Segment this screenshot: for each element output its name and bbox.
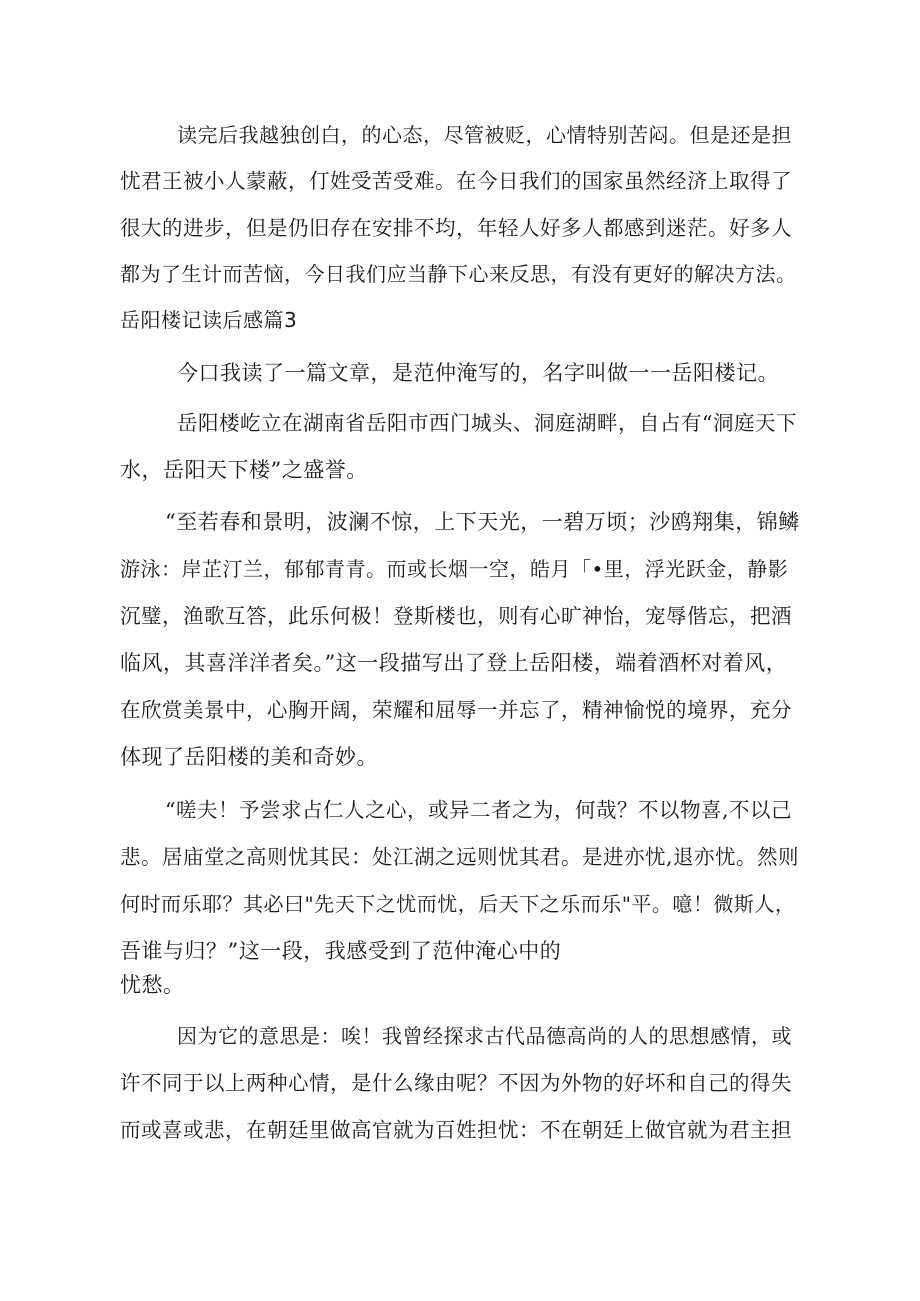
paragraph-5-line-3: 何时而乐耶？其必曰"先天下之忧而忧，后天下之乐而乐"平。噫！微斯人， xyxy=(120,892,796,916)
paragraph-1-line-1: 读完后我越独创白，的心态，尽管被贬，心情特别苦闷。但是还是担 xyxy=(177,123,792,147)
paragraph-4-line-2: 游泳：岸芷汀兰，郁郁青青。而或长烟一空，皓月「•里，浮光跃金，静影 xyxy=(120,557,789,581)
paragraph-6-line-3: 而或喜或悲，在朝廷里做高官就为百姓担忧：不在朝廷上做官就为君主担 xyxy=(120,1118,792,1142)
paragraph-4-line-5: 在欣赏美景中，心胸开阔，荣耀和屈辱一并忘了，精神愉悦的境界，充分 xyxy=(120,698,792,722)
paragraph-4-line-6: 体现了岳阳楼的美和奇妙。 xyxy=(120,745,378,769)
paragraph-6-line-2: 许不同于以上两种心情，是什么缘由呢？不因为外物的好坏和自己的得失 xyxy=(120,1071,792,1095)
paragraph-1-line-4: 都为了生计而苦恼，今日我们应当静下心来反思，有没有更好的解决方法。 xyxy=(120,262,797,286)
paragraph-5-line-2: 悲。居庙堂之高则忧其民：处江湖之远则忧其君。是进亦忧,退亦忧。然则 xyxy=(120,845,800,869)
paragraph-1-line-2: 忧君王被小人蒙蔽，仃姓受苦受难。在今日我们的国家虽然经济上取得了 xyxy=(120,169,792,193)
paragraph-6-line-1: 因为它的意思是：唉！我曾经探求古代品德高尚的人的思想感情，或 xyxy=(177,1024,792,1048)
paragraph-5-line-4: 吾谁与归？”这一段，我感受到了范仲淹心中的 xyxy=(120,939,562,963)
paragraph-1-line-3: 很大的进步，但是仍旧存在安排不均，年轻人好多人都感到迷茫。好多人 xyxy=(120,216,792,240)
paragraph-4-line-4: 临风，其喜洋洋者矣。”这一段描写出了登上岳阳楼，端着酒杯对着风， xyxy=(120,651,788,675)
section-heading: 岳阳楼记读后感篇3 xyxy=(120,308,298,332)
paragraph-2-line-1: 今口我读了一篇文章，是范仲淹写的，名字叫做一一岳阳楼记。 xyxy=(177,361,779,385)
paragraph-5-line-1: “嗟夫！予尝求占仁人之心，或异二者之为，何哉？不以物喜,不以己 xyxy=(165,798,792,822)
paragraph-4-line-3: 沉璧，渔歌互答，此乐何极！登斯楼也，则有心旷神怡，宠辱偕忘，把酒 xyxy=(120,604,792,628)
paragraph-3-line-1: 岳阳楼屹立在湖南省岳阳市西门城头、洞庭湖畔，自占有“洞庭天下 xyxy=(177,411,797,435)
paragraph-3-line-2: 水，岳阳天下楼”之盛誉。 xyxy=(120,458,368,482)
paragraph-5-line-5: 忧愁。 xyxy=(120,973,185,997)
paragraph-4-line-1: “至若春和景明，波澜不惊，上下天光，一碧万顷；沙鸥翔集，锦鳞 xyxy=(165,510,800,534)
